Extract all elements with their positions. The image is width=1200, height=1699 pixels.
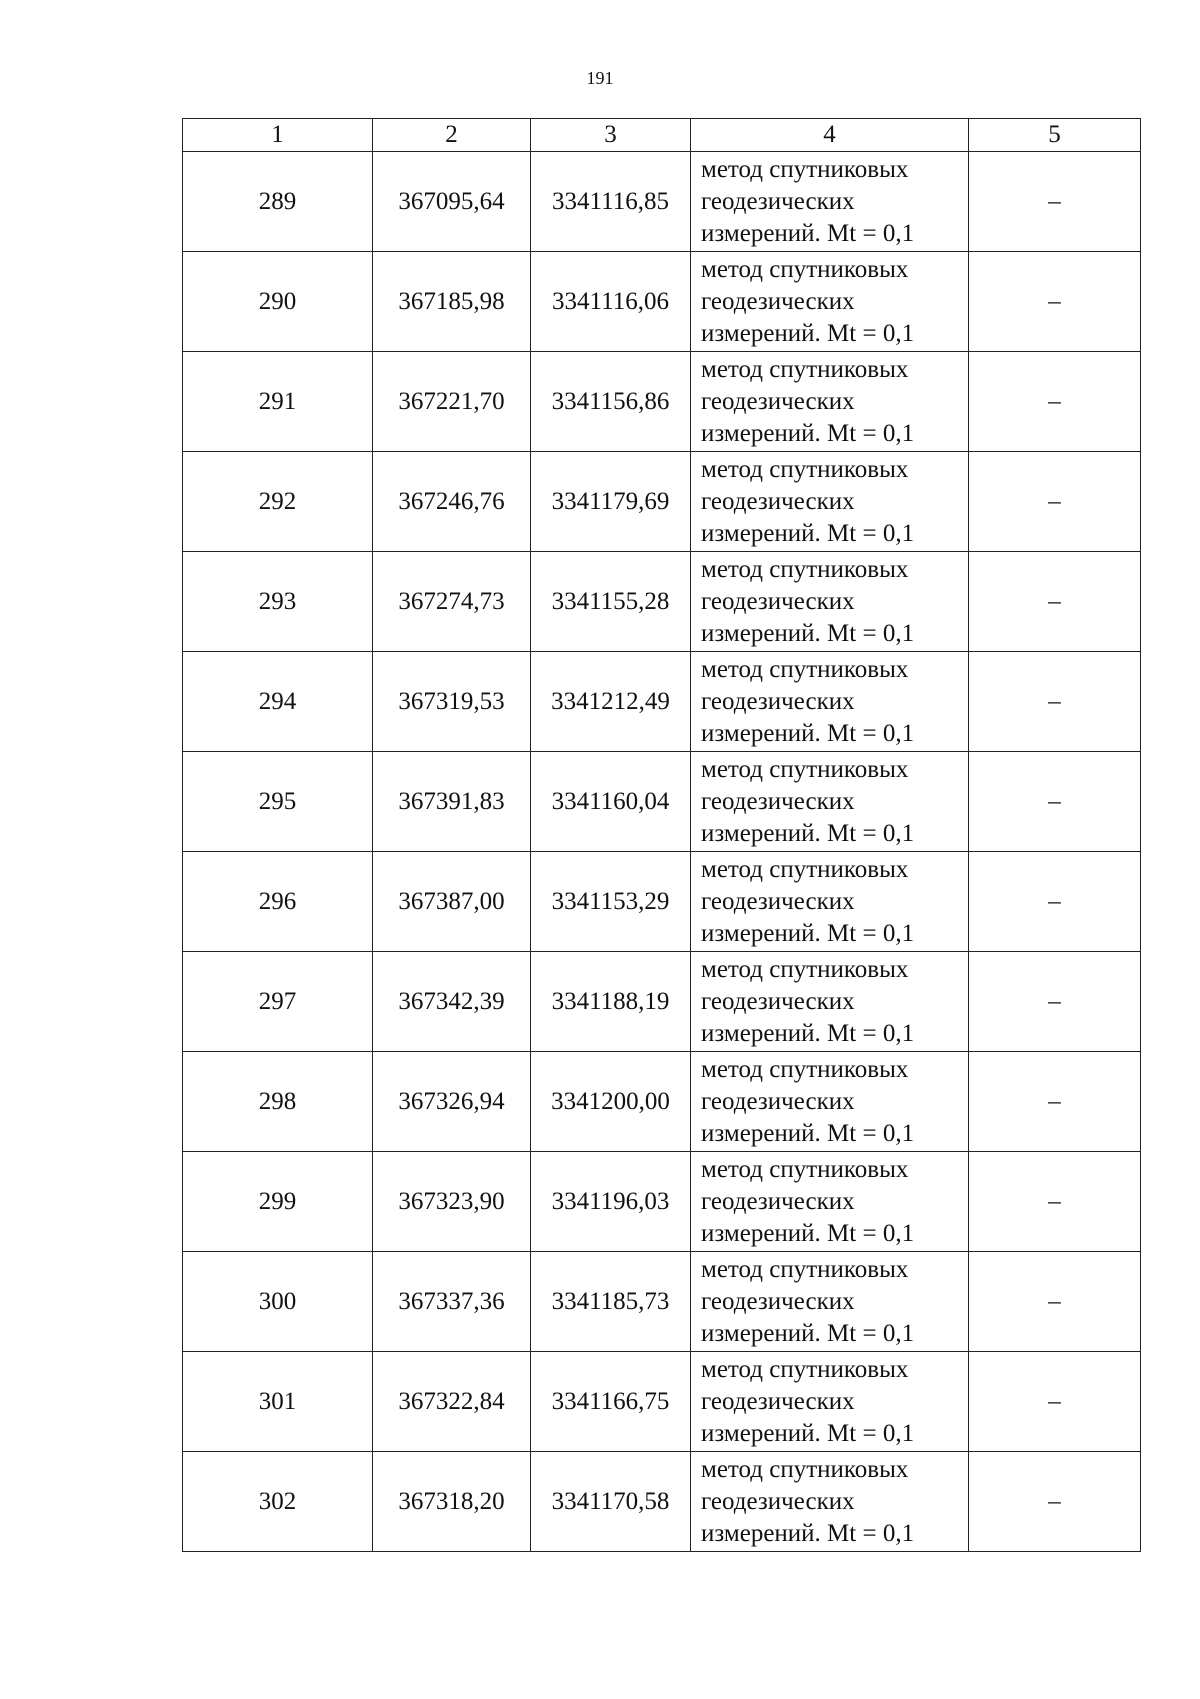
method-line: метод спутниковых <box>701 755 909 783</box>
coordinate-x-cell: 367318,20 <box>373 1452 531 1552</box>
method-cell <box>691 652 969 752</box>
method-line: измерений. Mt = 0,1 <box>701 619 915 647</box>
method-line: геодезических <box>701 1087 855 1115</box>
point-number-cell: 294 <box>183 652 373 752</box>
method-line: метод спутниковых <box>701 255 909 283</box>
method-cell <box>691 1152 969 1252</box>
table-row <box>183 1352 1141 1452</box>
coordinate-y-cell: 3341170,58 <box>531 1452 691 1552</box>
method-line: метод спутниковых <box>701 655 909 683</box>
method-line: измерений. Mt = 0,1 <box>701 919 915 947</box>
method-line: измерений. Mt = 0,1 <box>701 319 915 347</box>
method-cell <box>691 252 969 352</box>
coordinate-x-cell: 367342,39 <box>373 952 531 1052</box>
note-cell: – <box>969 652 1141 752</box>
coordinates-table-container <box>182 118 1140 1552</box>
column-header-3: 3 <box>531 119 691 152</box>
point-number-cell: 290 <box>183 252 373 352</box>
note-cell: – <box>969 1452 1141 1552</box>
table-row <box>183 1152 1141 1252</box>
table-row <box>183 752 1141 852</box>
note-cell: – <box>969 1352 1141 1452</box>
coordinate-y-cell: 3341160,04 <box>531 752 691 852</box>
coordinate-x-cell: 367326,94 <box>373 1052 531 1152</box>
note-cell: – <box>969 1052 1141 1152</box>
method-line: измерений. Mt = 0,1 <box>701 1419 915 1447</box>
coordinate-y-cell: 3341116,06 <box>531 252 691 352</box>
coordinate-y-cell: 3341188,19 <box>531 952 691 1052</box>
coordinate-x-cell: 367185,98 <box>373 252 531 352</box>
note-cell: – <box>969 252 1141 352</box>
point-number-cell: 302 <box>183 1452 373 1552</box>
column-header-2: 2 <box>373 119 531 152</box>
coordinate-y-cell: 3341166,75 <box>531 1352 691 1452</box>
coordinate-x-cell: 367391,83 <box>373 752 531 852</box>
table-row <box>183 152 1141 252</box>
note-cell: – <box>969 1152 1141 1252</box>
method-line: геодезических <box>701 487 855 515</box>
column-header-5: 5 <box>969 119 1141 152</box>
coordinate-x-cell: 367221,70 <box>373 352 531 452</box>
method-line: измерений. Mt = 0,1 <box>701 1119 915 1147</box>
column-header-4: 4 <box>691 119 969 152</box>
method-line: измерений. Mt = 0,1 <box>701 519 915 547</box>
note-cell: – <box>969 852 1141 952</box>
point-number-cell: 291 <box>183 352 373 452</box>
method-cell <box>691 952 969 1052</box>
point-number-cell: 301 <box>183 1352 373 1452</box>
coordinate-x-cell: 367319,53 <box>373 652 531 752</box>
coordinate-x-cell: 367337,36 <box>373 1252 531 1352</box>
method-line: измерений. Mt = 0,1 <box>701 219 915 247</box>
method-line: измерений. Mt = 0,1 <box>701 1319 915 1347</box>
table-row <box>183 652 1141 752</box>
method-line: метод спутниковых <box>701 355 909 383</box>
coordinate-x-cell: 367246,76 <box>373 452 531 552</box>
header-row <box>183 119 1141 152</box>
method-line: метод спутниковых <box>701 855 909 883</box>
method-cell <box>691 1352 969 1452</box>
method-line: геодезических <box>701 1487 855 1515</box>
table-row <box>183 1252 1141 1352</box>
method-line: геодезических <box>701 587 855 615</box>
method-line: геодезических <box>701 187 855 215</box>
method-line: метод спутниковых <box>701 1055 909 1083</box>
method-line: метод спутниковых <box>701 455 909 483</box>
method-line: геодезических <box>701 387 855 415</box>
table-row <box>183 952 1141 1052</box>
method-line: измерений. Mt = 0,1 <box>701 419 915 447</box>
method-line: метод спутниковых <box>701 1455 909 1483</box>
note-cell: – <box>969 452 1141 552</box>
method-line: метод спутниковых <box>701 955 909 983</box>
note-cell: – <box>969 352 1141 452</box>
method-cell <box>691 752 969 852</box>
table-row <box>183 1052 1141 1152</box>
method-line: метод спутниковых <box>701 555 909 583</box>
method-line: геодезических <box>701 1387 855 1415</box>
method-cell <box>691 852 969 952</box>
method-cell <box>691 1052 969 1152</box>
method-line: геодезических <box>701 987 855 1015</box>
coordinate-y-cell: 3341212,49 <box>531 652 691 752</box>
method-line: метод спутниковых <box>701 155 909 183</box>
method-cell <box>691 552 969 652</box>
coordinate-x-cell: 367095,64 <box>373 152 531 252</box>
table-row <box>183 252 1141 352</box>
method-line: измерений. Mt = 0,1 <box>701 1219 915 1247</box>
method-cell <box>691 452 969 552</box>
method-cell <box>691 1252 969 1352</box>
point-number-cell: 289 <box>183 152 373 252</box>
coordinate-y-cell: 3341116,85 <box>531 152 691 252</box>
method-line: метод спутниковых <box>701 1355 909 1383</box>
coordinate-y-cell: 3341156,86 <box>531 352 691 452</box>
table-row <box>183 852 1141 952</box>
point-number-cell: 293 <box>183 552 373 652</box>
method-line: геодезических <box>701 887 855 915</box>
coordinates-table <box>182 118 1141 1552</box>
method-line: геодезических <box>701 287 855 315</box>
point-number-cell: 300 <box>183 1252 373 1352</box>
point-number-cell: 298 <box>183 1052 373 1152</box>
method-line: геодезических <box>701 787 855 815</box>
point-number-cell: 296 <box>183 852 373 952</box>
coordinate-y-cell: 3341196,03 <box>531 1152 691 1252</box>
coordinate-y-cell: 3341200,00 <box>531 1052 691 1152</box>
method-line: измерений. Mt = 0,1 <box>701 819 915 847</box>
note-cell: – <box>969 952 1141 1052</box>
method-line: геодезических <box>701 1187 855 1215</box>
method-line: измерений. Mt = 0,1 <box>701 1019 915 1047</box>
page-number: 191 <box>586 68 614 88</box>
point-number-cell: 297 <box>183 952 373 1052</box>
method-cell <box>691 152 969 252</box>
note-cell: – <box>969 152 1141 252</box>
method-line: метод спутниковых <box>701 1255 909 1283</box>
table-body <box>183 152 1141 1552</box>
method-line: измерений. Mt = 0,1 <box>701 1519 915 1547</box>
note-cell: – <box>969 552 1141 652</box>
column-header-1: 1 <box>183 119 373 152</box>
coordinate-x-cell: 367274,73 <box>373 552 531 652</box>
note-cell: – <box>969 1252 1141 1352</box>
coordinate-y-cell: 3341185,73 <box>531 1252 691 1352</box>
method-line: измерений. Mt = 0,1 <box>701 719 915 747</box>
method-cell <box>691 352 969 452</box>
table-row <box>183 452 1141 552</box>
method-cell <box>691 1452 969 1552</box>
table-row <box>183 352 1141 452</box>
point-number-cell: 295 <box>183 752 373 852</box>
method-line: геодезических <box>701 1287 855 1315</box>
coordinate-x-cell: 367323,90 <box>373 1152 531 1252</box>
coordinate-x-cell: 367387,00 <box>373 852 531 952</box>
table-row <box>183 552 1141 652</box>
point-number-cell: 292 <box>183 452 373 552</box>
table-header <box>183 119 1141 152</box>
method-line: геодезических <box>701 687 855 715</box>
coordinate-y-cell: 3341153,29 <box>531 852 691 952</box>
coordinate-x-cell: 367322,84 <box>373 1352 531 1452</box>
coordinate-y-cell: 3341155,28 <box>531 552 691 652</box>
table-row <box>183 1452 1141 1552</box>
note-cell: – <box>969 752 1141 852</box>
method-line: метод спутниковых <box>701 1155 909 1183</box>
point-number-cell: 299 <box>183 1152 373 1252</box>
coordinate-y-cell: 3341179,69 <box>531 452 691 552</box>
